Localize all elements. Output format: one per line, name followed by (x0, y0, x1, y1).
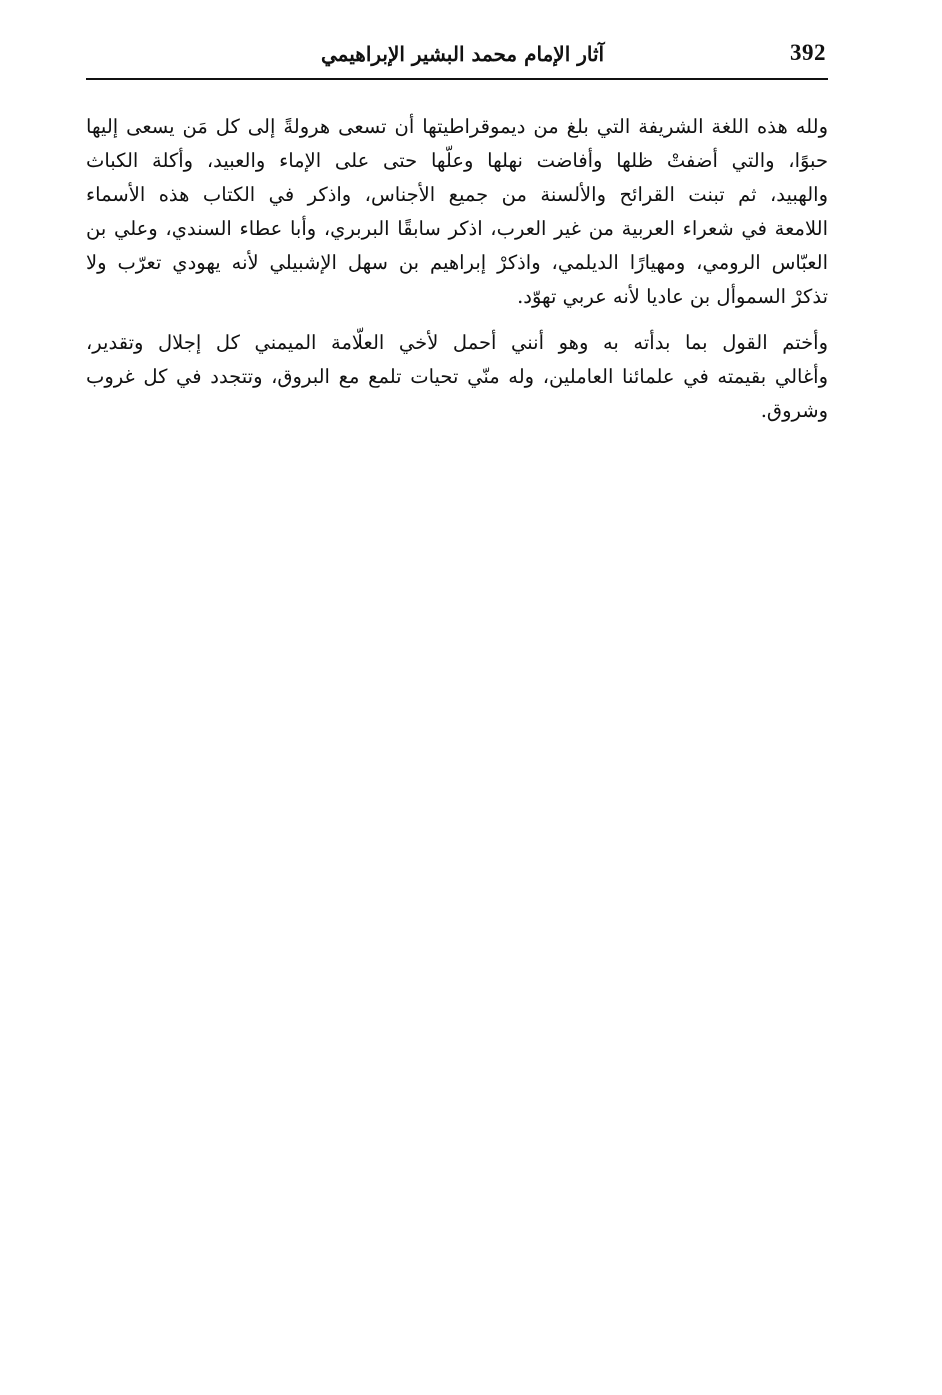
text-line: العبّاس الرومي، ومهيارًا الديلمي، واذكرْ إبراهيم بن سهل الإشبيلي لأنه يهودي تعرّب ولا (86, 251, 828, 274)
text-line: وأغالي بقيمته في علمائنا العاملين، وله منّي تحيات تلمع مع البروق، وتتجدد في كل غروب (86, 365, 828, 388)
paragraph-2 (86, 326, 828, 428)
page-header (86, 38, 828, 80)
text-line: تذكرْ السموأل بن عاديا لأنه عربي تهوّد. (517, 285, 828, 308)
text-line: وشروق. (760, 399, 828, 422)
text-line: حبوًا، والتي أضفتْ ظلها وأفاضت نهلها وعلّها حتى على الإماء والعبيد، وأكلة الكباث (86, 149, 828, 172)
text-line: والهبيد، ثم تبنت القرائح والألسنة من جميع الأجناس، واذكر في الكتاب هذه الأسماء (86, 183, 828, 206)
body-text (86, 110, 828, 428)
text-line: وأختم القول بما بدأته به وهو أنني أحمل لأخي العلّامة الميمني كل إجلال وتقدير، (86, 331, 828, 354)
page-number: 392 (790, 40, 826, 65)
text-line: ولله هذه اللغة الشريفة التي بلغ من ديموقراطيتها أن تسعى هرولةً إلى كل مَن يسعى إليها (86, 115, 828, 138)
text-line: اللامعة في شعراء العربية من غير العرب، اذكر سابقًا البربري، وأبا عطاء السندي، وعلي بن (86, 217, 828, 240)
running-title: آثار الإمام محمد البشير الإبراهيمي (321, 42, 605, 66)
paragraph-1 (86, 110, 828, 314)
